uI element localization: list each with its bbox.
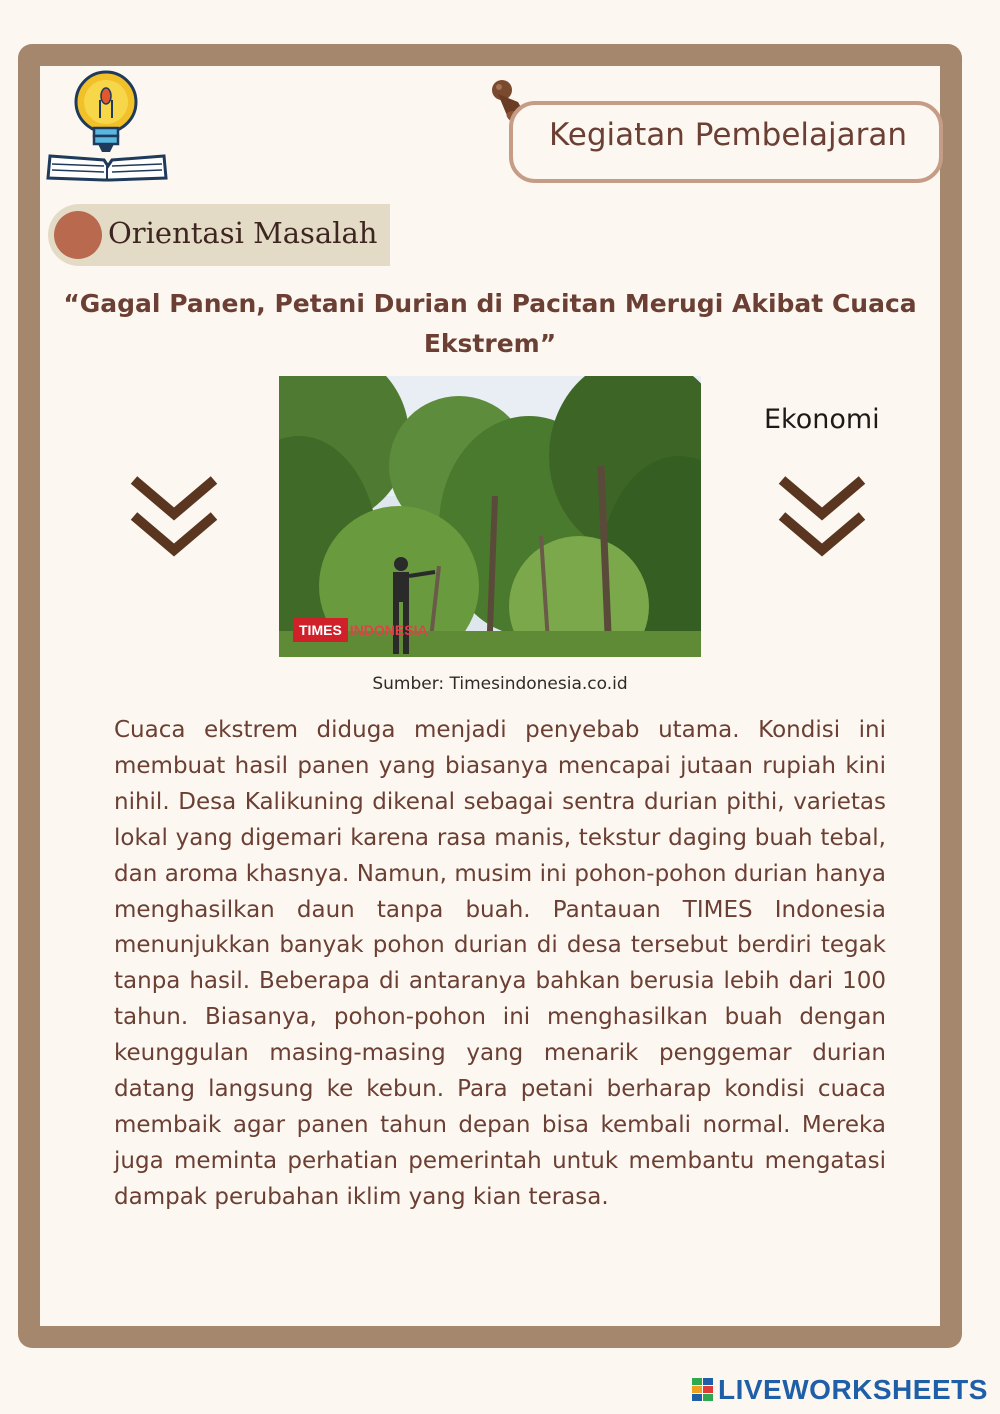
- durian-orchard-photo: [279, 376, 701, 657]
- article-headline: “Gagal Panen, Petani Durian di Pacitan Merugi Akibat Cuaca Ekstrem”: [63, 289, 917, 358]
- section-label-box: [48, 204, 390, 266]
- double-chevron-down-icon: [776, 472, 868, 562]
- header-title: Kegiatan Pembelajaran: [549, 117, 908, 153]
- section-label: Orientasi Masalah: [108, 216, 378, 250]
- section-dot: [54, 211, 102, 259]
- article-body: Cuaca ekstrem diduga menjadi penyebab utama. Kondisi ini membuat hasil panen yang biasanya mencapai jutaan rupiah kini nihil. Desa Kalikuning dikenal sebagai sentra durian pithi, varietas lokal yang digemari karena rasa manis, tekstur daging buah tebal, dan aroma khasnya. Namun, musim ini pohon-pohon durian hanya menghasilkan daun tanpa buah. Pantauan TIMES Indonesia menunjukkan banyak pohon durian di desa tersebut berdiri tegak tanpa hasil. Beberapa di antaranya bahkan berusia lebih dari 100 tahun. Biasanya, pohon-pohon ini menghasilkan buah dengan keunggulan masing-masing yang menarik penggemar durian datang langsung ke kebun. Para petani berharap kondisi cuaca membaik agar panen tahun depan bisa kembali normal. Mereka juga meminta perhatian pemerintah untuk membantu mengatasi dampak perubahan iklim yang kian terasa.: [114, 717, 886, 1210]
- header-box: [509, 101, 943, 183]
- watermark-times: TIMES: [293, 618, 348, 642]
- lightbulb-book-icon: [44, 66, 170, 186]
- liveworksheets-brand[interactable]: LIVEWORKSHEETS: [718, 1374, 988, 1405]
- orchard-illustration: [279, 376, 701, 657]
- liveworksheets-blocks-icon: [692, 1378, 714, 1402]
- photo-watermark: [293, 618, 428, 642]
- double-chevron-down-icon: [128, 472, 220, 562]
- topic-tag: Ekonomi: [764, 404, 880, 435]
- liveworksheets-logo: [692, 1374, 988, 1406]
- photo-caption: Sumber: Timesindonesia.co.id: [372, 674, 628, 694]
- watermark-indonesia: INDONESIA: [349, 622, 428, 638]
